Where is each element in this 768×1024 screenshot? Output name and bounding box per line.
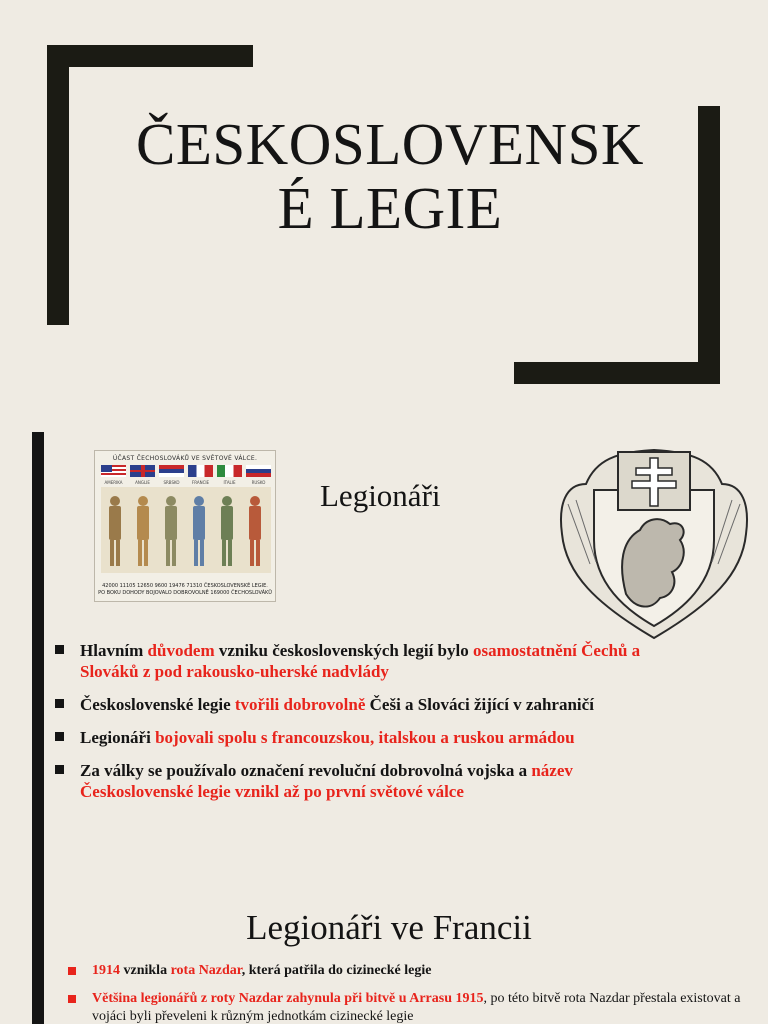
- list-item: [62, 962, 752, 980]
- bullet-text-segment: vzniku československých legií bylo: [214, 641, 473, 660]
- slide-legionari: [0, 432, 768, 852]
- bullet-square-icon: [55, 732, 64, 741]
- flag-label: SRBSKO: [163, 480, 180, 485]
- list-item: [50, 760, 670, 802]
- bullet-square-icon: [68, 995, 76, 1003]
- poster-header: ÚČAST ČECHOSLOVÁKŮ VE SVĚTOVÉ VÁLCE.: [112, 455, 258, 462]
- bullet-text-segment: důvodem: [147, 641, 215, 660]
- flag-label: ITALIE: [223, 480, 236, 485]
- flag-label: FRANCIE: [191, 480, 210, 485]
- frame-bracket-top-left-horizontal: [47, 45, 253, 67]
- slide-legionari-francie: [0, 880, 768, 1024]
- flag-label: ANGLIE: [135, 480, 150, 485]
- bullet-text-segment: rota Nazdar: [170, 963, 242, 978]
- historical-poster-image: [94, 450, 276, 602]
- poster-footer: [95, 583, 275, 597]
- bullet-text-segment: vznikla: [120, 963, 171, 978]
- bullet-text-segment: bojovali spolu s francouzskou, italskou a ruskou armádou: [155, 728, 575, 747]
- legionari-bullet-list: [50, 640, 670, 814]
- flag-label: RUSKO: [251, 480, 266, 485]
- bullet-text-segment: Většina legionářů z roty Nazdar zahynula při bitvě u Arrasu 1915: [92, 991, 484, 1006]
- soldiers-illustration: [101, 487, 271, 573]
- title-line-1: ČESKOSLOVENSK: [135, 111, 645, 177]
- slide-2-heading: Legionáři: [320, 478, 441, 513]
- flag-russia-icon: [246, 465, 271, 477]
- bullet-text-segment: tvořili dobrovolně: [234, 695, 366, 714]
- list-item: [50, 694, 670, 715]
- title-line-2: É LEGIE: [277, 175, 503, 241]
- flag-france-icon: [188, 465, 213, 477]
- bullet-text-segment: 1914: [92, 963, 120, 978]
- bullet-text-segment: Hlavním: [80, 641, 148, 660]
- poster-flag-labels: [101, 480, 271, 485]
- bullet-square-icon: [55, 699, 64, 708]
- frame-bracket-top-left-vertical: [47, 45, 69, 325]
- flag-label: AMERIKA: [104, 480, 123, 485]
- bullet-text-segment: , po této bitvě rota Nazdar přestala existovat a vojáci byli převeleni k různým jednotkám cizinecké legie: [92, 991, 741, 1024]
- poster-flags: [101, 465, 271, 481]
- bullet-text-segment: , která patřila do cizinecké legie: [241, 963, 432, 978]
- slide-title: [0, 0, 768, 420]
- flag-italy-icon: [217, 465, 242, 477]
- francie-bullet-list: [62, 962, 752, 1024]
- bullet-text-segment: název Československé legie vznikl až po první světové válce: [80, 761, 573, 801]
- poster-footer-line-1: 42000 11105 12650 9600 19476 71310 ČESKOSLOVENSKÉ LEGIE.: [102, 583, 268, 589]
- frame-bracket-bottom-right-horizontal: [514, 362, 720, 384]
- bullet-square-icon: [68, 967, 76, 975]
- bullet-text-segment: Za války se používalo označení revoluční dobrovolná vojska a: [80, 761, 532, 780]
- bullet-text-segment: Československé legie: [80, 695, 235, 714]
- list-item: [62, 990, 752, 1024]
- poster-footer-line-2: PO BOKU DOHODY BOJOVALO DOBROVOLNĚ 169000 ČECHOSLOVÁKŮ: [98, 590, 272, 596]
- bullet-text-segment: Češi a Slováci žijící v zahraničí: [365, 695, 594, 714]
- flag-uk-icon: [130, 465, 155, 477]
- coat-of-arms-emblem: [556, 444, 752, 644]
- slide-title-heading: [90, 112, 690, 240]
- frame-bracket-bottom-right-vertical: [698, 106, 720, 384]
- slide-3-heading: Legionáři ve Francii: [246, 908, 532, 947]
- list-item: [50, 640, 670, 682]
- bullet-square-icon: [55, 645, 64, 654]
- bullet-text-segment: Legionáři: [80, 728, 156, 747]
- flag-serbia-icon: [159, 465, 184, 477]
- flag-usa-icon: [101, 465, 126, 477]
- bullet-square-icon: [55, 765, 64, 774]
- bullet-text-segment: osamostatnění Čechů a Slováků z pod rakousko-uherské nadvlády: [80, 641, 641, 681]
- list-item: [50, 727, 670, 748]
